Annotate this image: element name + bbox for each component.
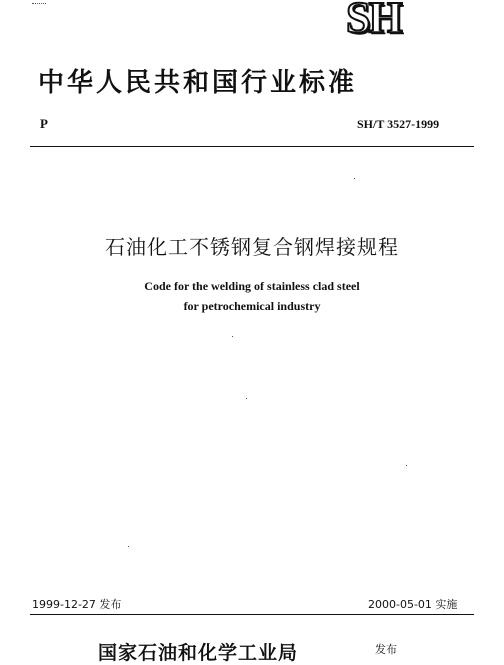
footer-divider (30, 614, 474, 615)
header-divider (30, 146, 474, 147)
publisher-name: 国家石油和化学工业局 (98, 642, 299, 664)
scan-speck (406, 465, 407, 466)
scan-speck (246, 398, 247, 399)
title-en-line2: for petrochemical industry (183, 299, 321, 313)
scan-speck (128, 546, 129, 547)
issue-date: 1999-12-27 发布 (32, 598, 122, 611)
corner-mark (32, 0, 46, 4)
title-en-line1: Code for the welding of stainless clad steel (144, 279, 360, 293)
classification-mark: P (40, 116, 48, 131)
standard-type-heading: 中华人民共和国行业标准 (38, 68, 358, 98)
publisher-suffix: 发布 (375, 643, 397, 656)
scan-speck (232, 336, 233, 337)
scan-speck (354, 178, 355, 179)
standard-number: SH/T 3527-1999 (357, 117, 440, 131)
implementation-date: 2000-05-01 实施 (368, 598, 458, 611)
document-title-cn: 石油化工不锈钢复合钢焊接规程 (105, 235, 399, 259)
document-title-en (0, 276, 504, 316)
sh-logo: SH (346, 0, 401, 42)
